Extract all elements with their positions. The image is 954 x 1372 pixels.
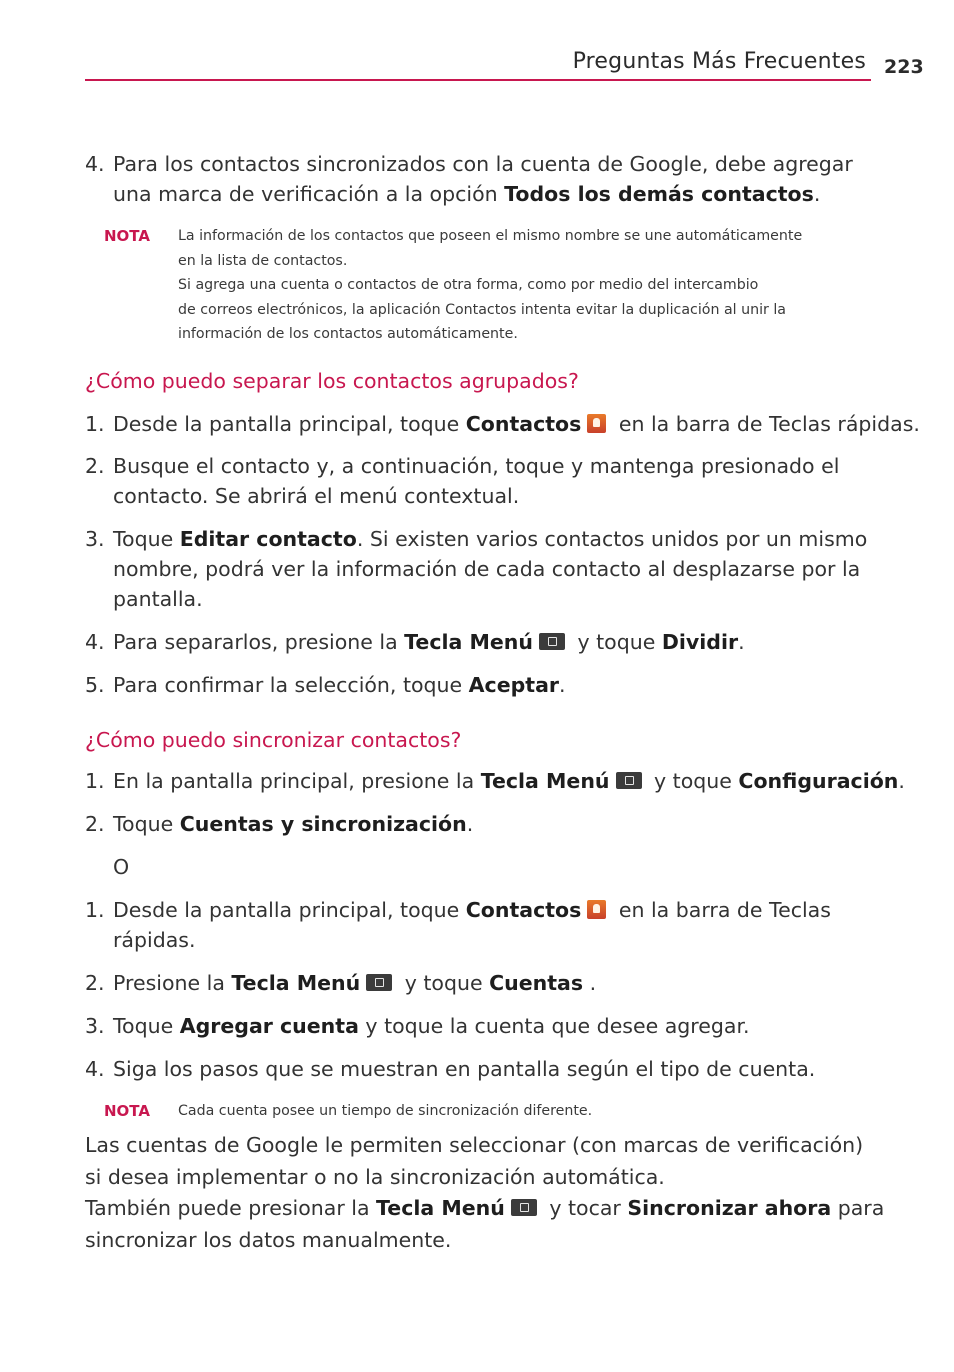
header-divider bbox=[85, 79, 871, 81]
page-number: 223 bbox=[884, 56, 924, 78]
section-heading-sync: ¿Cómo puedo sincronizar contactos? bbox=[85, 728, 462, 752]
closing-paragraph: Las cuentas de Google le permiten seleccionar (con marcas de verificación) si desea implementar o no la sincronización automática. También puede presionar la Tecla Menú y tocar Sincronizar ahora para sincronizar los datos manualmente. bbox=[85, 1133, 885, 1252]
step-text-line1: Para los contactos sincronizados con la cuenta de Google, debe agregar bbox=[113, 152, 853, 176]
contacts-icon bbox=[587, 900, 606, 919]
manual-page: Preguntas Más Frecuentes 223 4. Para los contactos sincronizados con la cuenta de Google, debe agregar una marca de verificación a la opción Todos los demás contactos. NOTA La información de los contactos que poseen el mismo nombre se une automáticamente en la lista de contactos. Si agrega una cuenta o contactos de otra forma, como por medio del intercambio de correos electrónicos, la aplicación Contactos intenta evitar la duplicación al unir la información de los contactos automáticamente. ¿Cómo puedo separar los contactos agrupados? 1. Desde la pantalla principal, toque Contactos en la barra de Teclas rápidas. 2. Busque el contacto y, a continuación, toque y mantenga presionado el contacto. Se abrirá el menú contextual. 3. Toque Editar contacto. Si existen varios contactos unidos por un mismo nombre, podrá ver la información de cada contacto al desplazarse por la pantalla. 4. Para separarlos, presione la Tecla Menú y toque Dividir. 5. Para confirmar la selección, toque Aceptar. ¿Cómo puedo sincronizar contactos? 1. En la pantalla principal, presione la Tecla Menú y toque Configuración. 2. Toque Cuentas y sincronización. O 1. Desde la pantalla principal, toque Contactos en la barra de Teclas rápidas. 2. Presione la Tecla Menú y toque Cuentas . 3. Toque Agregar cuenta y toque la cuenta que desee agregar. 4. Siga los pasos que se muestran en pantalla según el tipo de cuenta. NOTA Cada cuenta posee un tiempo de sincronización diferente. Las cuentas de Google le permiten seleccionar (con marcas de verificación) si desea implementar o no la sincronización automática. También puede presionar la Tecla Menú y tocar Sincronizar ahora para sincronizar los datos manualmente. bbox=[0, 0, 954, 1372]
section-heading-separate: ¿Cómo puedo separar los contactos agrupados? bbox=[85, 369, 579, 393]
menu-key-icon bbox=[539, 633, 565, 650]
note-text: La información de los contactos que poseen el mismo nombre se une automáticamente en la lista de contactos. Si agrega una cuenta o contactos de otra forma, como por medio del intercambio de correos electrónicos, la aplicación Contactos intenta evitar la duplicación al unir la información de los contactos automáticamente. bbox=[178, 228, 803, 343]
step-number: 4. bbox=[85, 152, 105, 176]
note-label: NOTA bbox=[104, 1102, 150, 1120]
option-name: Todos los demás contactos bbox=[504, 182, 814, 206]
menu-key-icon bbox=[366, 974, 392, 991]
menu-key-icon bbox=[511, 1199, 537, 1216]
page-header-title: Preguntas Más Frecuentes bbox=[572, 49, 866, 74]
contacts-icon bbox=[587, 414, 606, 433]
note-text: Cada cuenta posee un tiempo de sincronización diferente. bbox=[178, 1103, 593, 1119]
note-label: NOTA bbox=[104, 227, 150, 245]
step-text-line2: una marca de verificación a la opción Todos los demás contactos. bbox=[113, 182, 821, 206]
menu-key-icon bbox=[616, 772, 642, 789]
